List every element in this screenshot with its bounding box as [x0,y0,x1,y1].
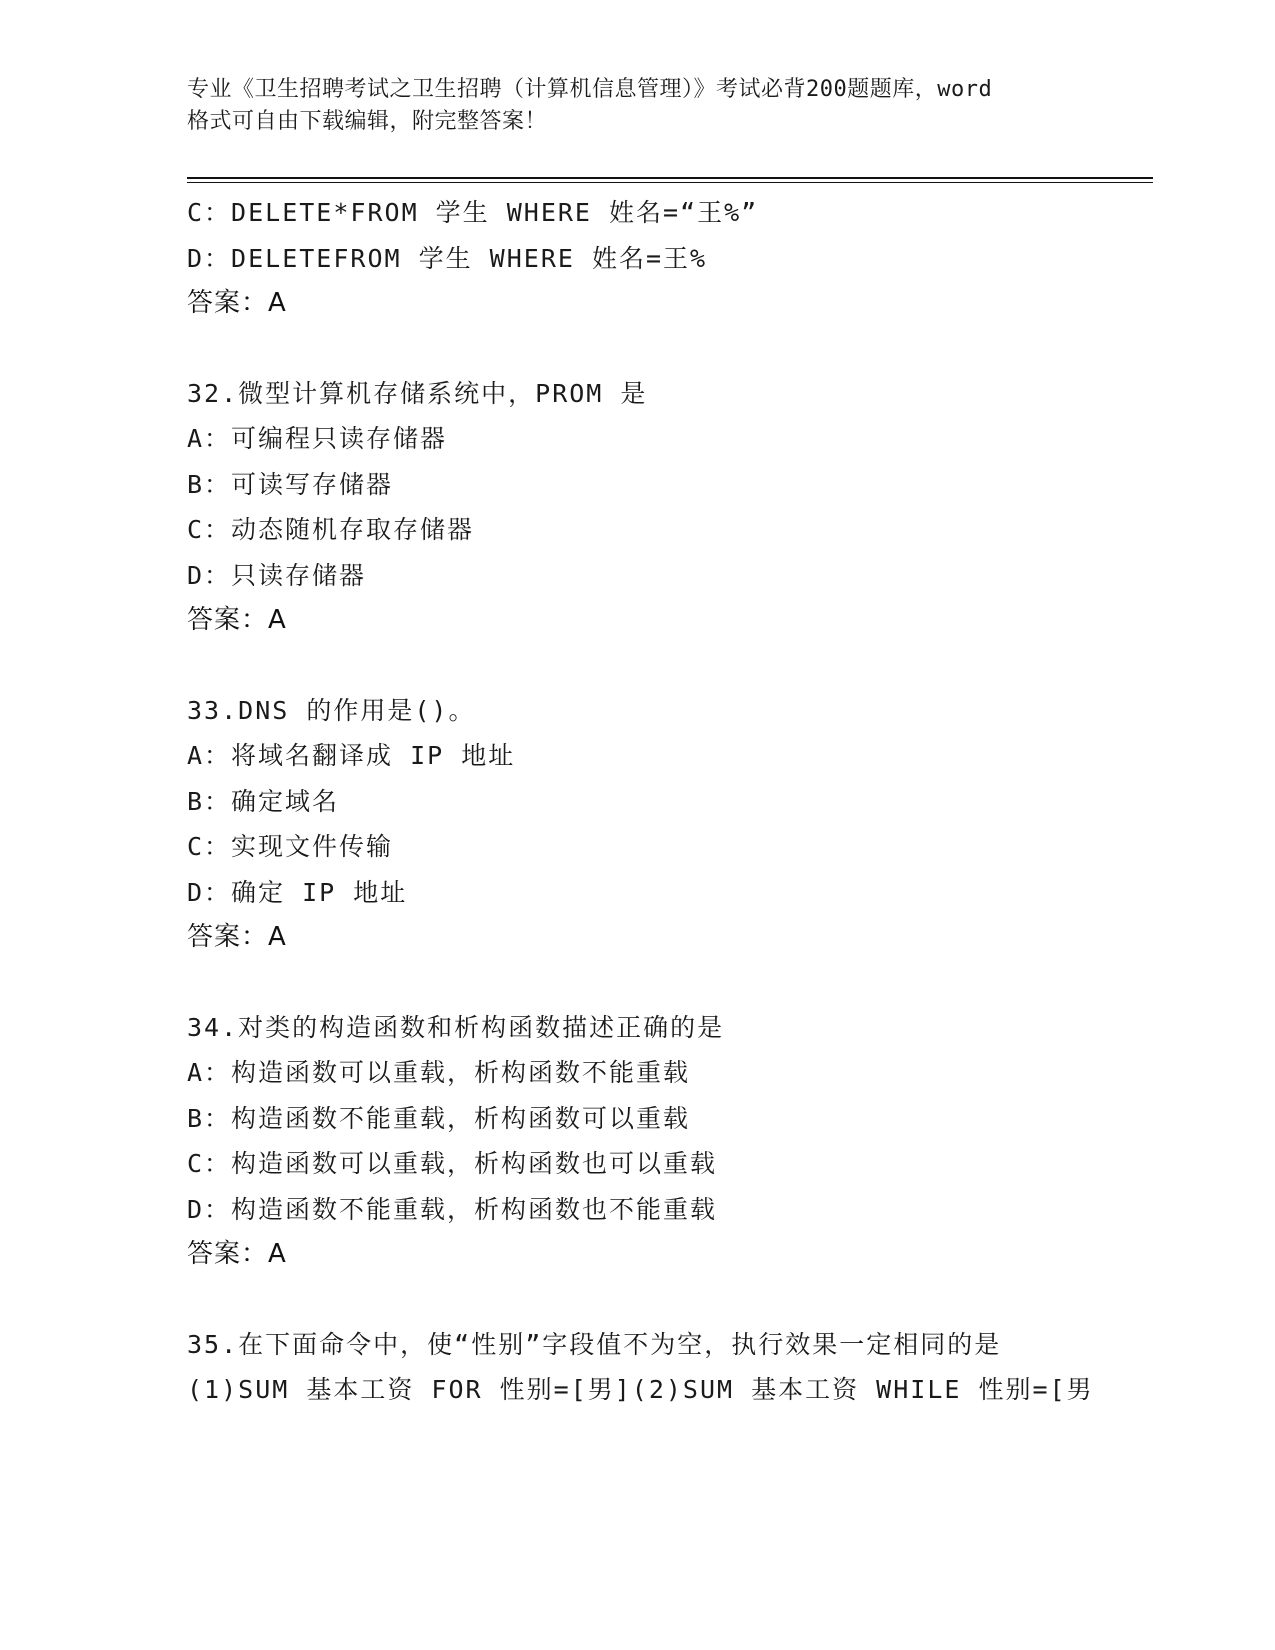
question-block [187,1322,1153,1413]
option-line: B：构造函数不能重载，析构函数可以重载 [187,1103,691,1133]
option-line: B：确定域名 [187,786,340,816]
question-stem-continued: (1)SUM 基本工资 FOR 性别=[男](2)SUM 基本工资 WHILE 性别=[男 [187,1375,1094,1404]
answer-line: 答案：A [187,1239,287,1269]
block-spacer [187,961,1153,1005]
answer-line: 答案：A [187,922,287,952]
question-block [187,1005,1153,1278]
question-stem: 33.DNS 的作用是()。 [187,695,476,725]
question-list [187,190,1153,1413]
header-line-1: 专业《卫生招聘考试之卫生招聘（计算机信息管理）》考试必背200题题库，word [187,77,993,102]
option-line: D：只读存储器 [187,560,367,590]
block-spacer [187,1278,1153,1322]
question-stem: 34.对类的构造函数和析构函数描述正确的是 [187,1012,725,1042]
option-line: C：DELETE*FROM 学生 WHERE 姓名=“王%” [187,198,759,227]
answer-line: 答案：A [187,288,287,318]
option-line: C：动态随机存取存储器 [187,515,475,544]
block-spacer [187,327,1153,371]
option-line: B：可读写存储器 [187,469,394,499]
option-line: C：构造函数可以重载，析构函数也可以重载 [187,1149,718,1178]
question-block [187,371,1153,644]
option-line: C：实现文件传输 [187,832,394,861]
block-spacer [187,644,1153,688]
answer-line: 答案：A [187,605,287,635]
option-line: A：构造函数可以重载，析构函数不能重载 [187,1058,691,1087]
option-line: D：DELETEFROM 学生 WHERE 姓名=王% [187,243,708,273]
document-header [187,74,1087,138]
option-line: D：确定 IP 地址 [187,877,408,907]
option-line: A：可编程只读存储器 [187,424,448,453]
header-divider-thick [187,177,1153,179]
header-divider-thin [187,182,1153,183]
option-line: D：构造函数不能重载，析构函数也不能重载 [187,1194,718,1224]
question-stem: 32.微型计算机存储系统中，PROM 是 [187,378,648,408]
question-block [187,190,1153,327]
question-block [187,688,1153,961]
option-line: A：将域名翻译成 IP 地址 [187,741,516,770]
question-stem: 35.在下面命令中，使“性别”字段值不为空，执行效果一定相同的是 [187,1329,1002,1359]
header-line-2: 格式可自由下载编辑，附完整答案！ [187,109,548,134]
